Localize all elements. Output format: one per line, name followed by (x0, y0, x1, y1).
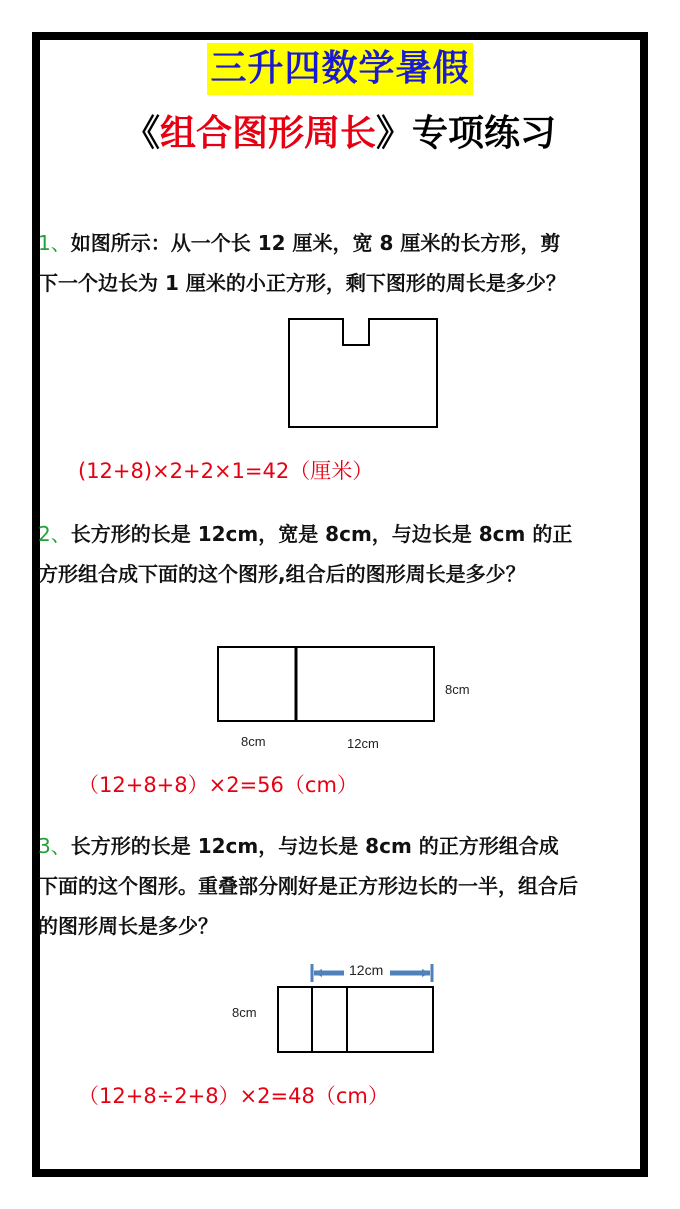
figure2-right-width-label: 12cm (347, 736, 379, 751)
main-title: 三升四数学暑假 (207, 43, 472, 95)
figure-notched-rectangle (285, 315, 445, 433)
question-number: 2、 (38, 522, 71, 546)
question-text: 如图所示：从一个长 12 厘米，宽 8 厘米的长方形，剪下一个边长为 1 厘米的小正方形，剩下图形的周长是多少？ (38, 231, 566, 295)
answer-3: （12+8÷2+8）×2=48（cm） (78, 1084, 389, 1108)
main-title-wrap (0, 43, 680, 95)
figure-square-plus-rectangle (215, 644, 439, 726)
question-number: 1、 (38, 231, 71, 255)
question-text: 长方形的长是 12cm，与边长是 8cm 的正方形组合成下面的这个图形。重叠部分刚好是正方形边长的一半，组合后的图形周长是多少？ (38, 834, 578, 938)
answer-1: (12+8)×2+2×1=42（厘米） (78, 459, 374, 483)
sub-title (0, 108, 680, 160)
figure2-height-label: 8cm (445, 682, 470, 697)
answer-2: （12+8+8）×2=56（cm） (78, 773, 358, 797)
figure3-height-label: 8cm (232, 1005, 257, 1020)
question-1 (38, 223, 578, 303)
question-text: 长方形的长是 12cm，宽是 8cm，与边长是 8cm 的正方形组合成下面的这个图形,组合后的图形周长是多少？ (38, 522, 573, 586)
sub-title-open: 《 (123, 113, 160, 154)
question-number: 3、 (38, 834, 71, 858)
figure3-top-width-label: 12cm (349, 962, 384, 978)
sub-title-close: 》 (376, 113, 413, 154)
question-3 (38, 826, 578, 946)
sub-title-topic: 组合图形周长 (159, 113, 376, 154)
sub-title-suffix: 专项练习 (412, 113, 557, 154)
figure2-left-width-label: 8cm (241, 734, 266, 749)
question-2 (38, 514, 578, 594)
